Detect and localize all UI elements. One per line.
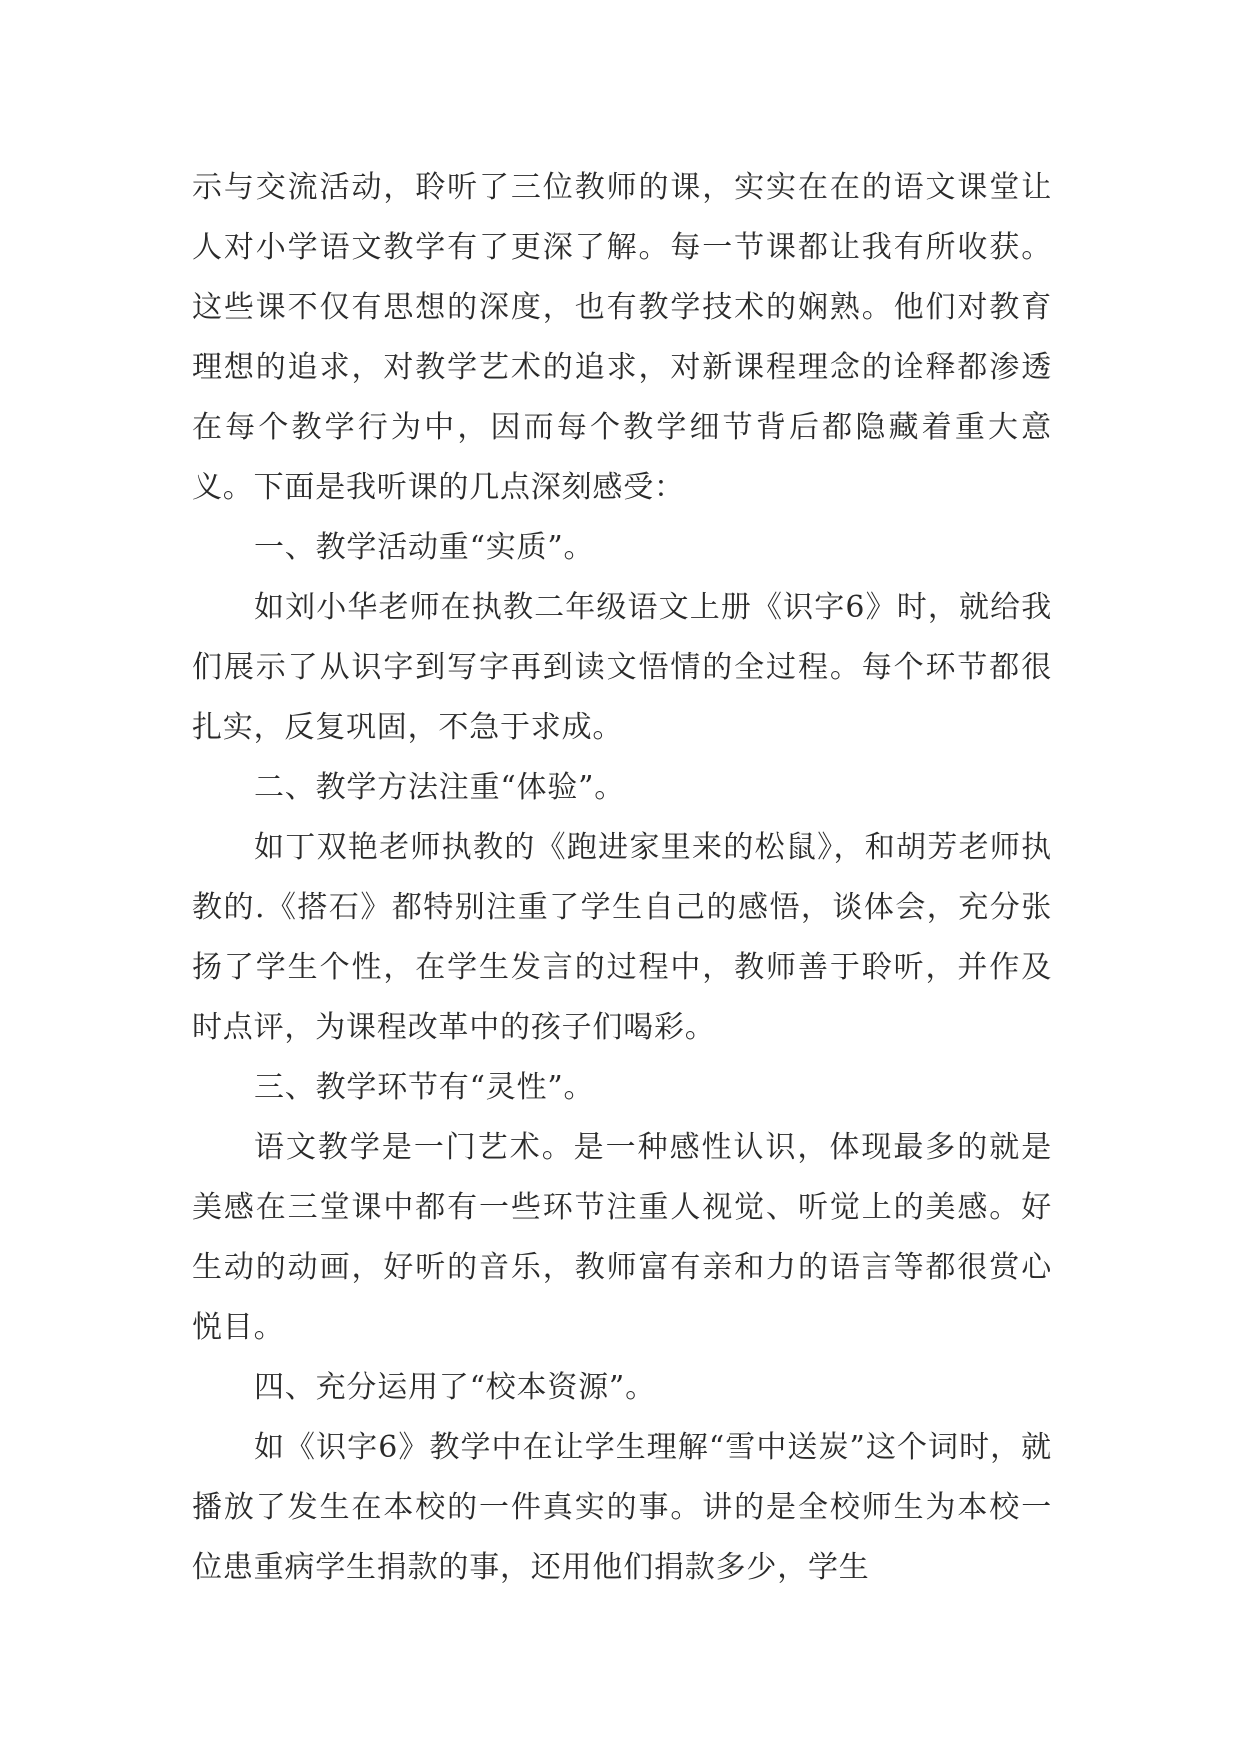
paragraph-section-1: 如刘小华老师在执教二年级语文上册《识字6》时，就给我们展示了从识字到写字再到读文悟情的全过程。每个环节都很扎实，反复巩固，不急于求成。 bbox=[192, 590, 1052, 745]
paragraph-section-3: 语文教学是一门艺术。是一种感性认识，体现最多的就是美感在三堂课中都有一些环节注重人视觉、听觉上的美感。好生动的动画，好听的音乐，教师富有亲和力的语言等都很赏心悦目。 bbox=[192, 1130, 1052, 1345]
section-heading-4: 四、充分运用了“校本资源”。 bbox=[254, 1370, 656, 1405]
paragraph-section-2: 如丁双艳老师执教的《跑进家里来的松鼠》，和胡芳老师执教的.《搭石》都特别注重了学生自己的感悟，谈体会，充分张扬了学生个性，在学生发言的过程中，教师善于聆听，并作及时点评，为课程改革中的孩子们喝彩。 bbox=[192, 830, 1052, 1045]
section-heading-2: 二、教学方法注重“体验”。 bbox=[254, 770, 626, 805]
paragraph-intro-continued: 示与交流活动，聆听了三位教师的课，实实在在的语文课堂让人对小学语文教学有了更深了解。每一节课都让我有所收获。这些课不仅有思想的深度，也有教学技术的娴熟。他们对教育理想的追求，对教学艺术的追求，对新课程理念的诠释都渗透在每个教学行为中，因而每个教学细节背后都隐藏着重大意义。下面是我听课的几点深刻感受： bbox=[192, 170, 1052, 505]
section-heading-1: 一、教学活动重“实质”。 bbox=[254, 530, 595, 565]
paragraph-section-4: 如《识字6》教学中在让学生理解“雪中送炭”这个词时，就播放了发生在本校的一件真实的事。讲的是全校师生为本校一位患重病学生捐款的事，还用他们捐款多少，学生 bbox=[192, 1430, 1052, 1585]
document-body bbox=[192, 158, 1052, 1598]
section-heading-3: 三、教学环节有“灵性”。 bbox=[254, 1070, 595, 1105]
